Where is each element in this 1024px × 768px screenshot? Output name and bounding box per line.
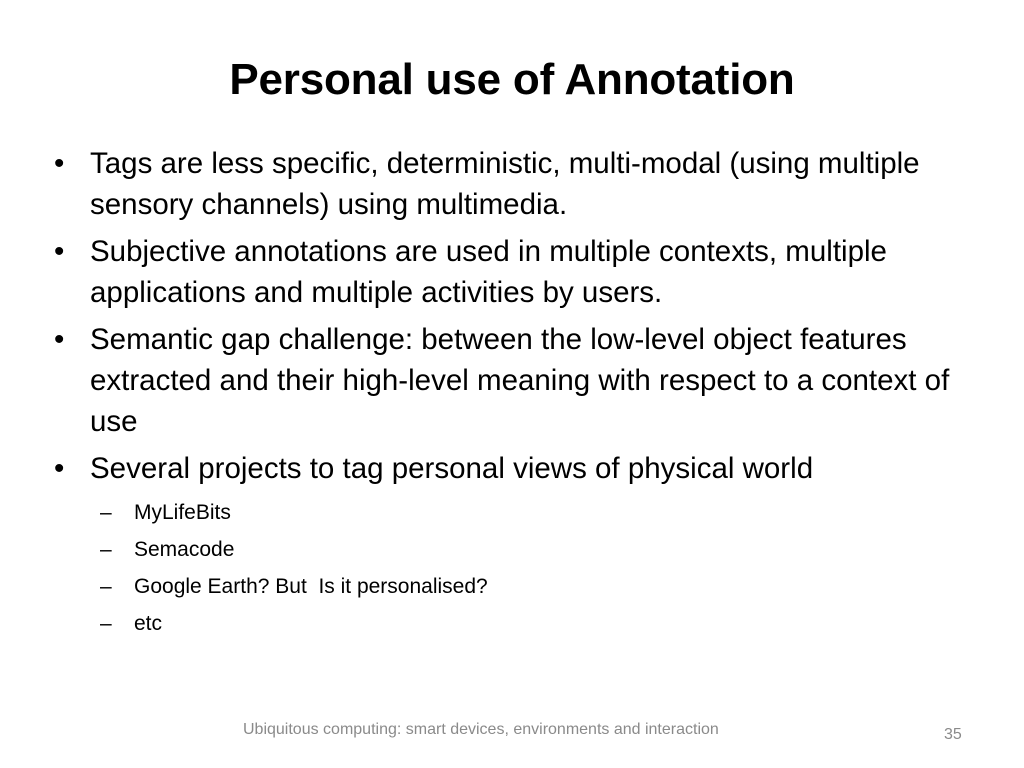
slide-footer: Ubiquitous computing: smart devices, environments and interaction bbox=[243, 721, 719, 738]
bullet-list bbox=[50, 143, 970, 495]
sub-bullet-text: Semacode bbox=[134, 538, 235, 561]
sub-bullet-item bbox=[100, 610, 488, 637]
bullet-item bbox=[50, 448, 970, 489]
bullet-marker: • bbox=[54, 452, 65, 485]
slide-title: Personal use of Annotation bbox=[229, 55, 795, 104]
page-number: 35 bbox=[944, 726, 962, 743]
bullet-marker: • bbox=[54, 235, 65, 268]
bullet-text: Subjective annotations are used in multiple contexts, multiple applications and multiple activities by users. bbox=[90, 235, 887, 309]
bullet-marker: • bbox=[54, 323, 65, 356]
sub-bullet-item bbox=[100, 499, 488, 526]
bullet-item bbox=[50, 319, 970, 442]
sub-bullet-item bbox=[100, 536, 488, 563]
bullet-text: Tags are less specific, deterministic, multi-modal (using multiple sensory channels) using multimedia. bbox=[90, 147, 920, 221]
sub-bullet-text: Google Earth? But Is it personalised? bbox=[134, 575, 488, 598]
sub-bullet-list bbox=[100, 499, 488, 647]
sub-bullet-text: MyLifeBits bbox=[134, 501, 231, 524]
bullet-marker: • bbox=[54, 147, 65, 180]
sub-bullet-text: etc bbox=[134, 612, 163, 635]
bullet-item bbox=[50, 143, 970, 225]
dash-marker: – bbox=[100, 538, 112, 561]
dash-marker: – bbox=[100, 501, 112, 524]
bullet-text: Several projects to tag personal views of physical world bbox=[90, 452, 814, 485]
sub-bullet-item bbox=[100, 573, 488, 600]
dash-marker: – bbox=[100, 575, 112, 598]
bullet-text: Semantic gap challenge: between the low-level object features extracted and their high-level meaning with respect to a context of use bbox=[90, 323, 950, 438]
bullet-item bbox=[50, 231, 970, 313]
dash-marker: – bbox=[100, 612, 112, 635]
